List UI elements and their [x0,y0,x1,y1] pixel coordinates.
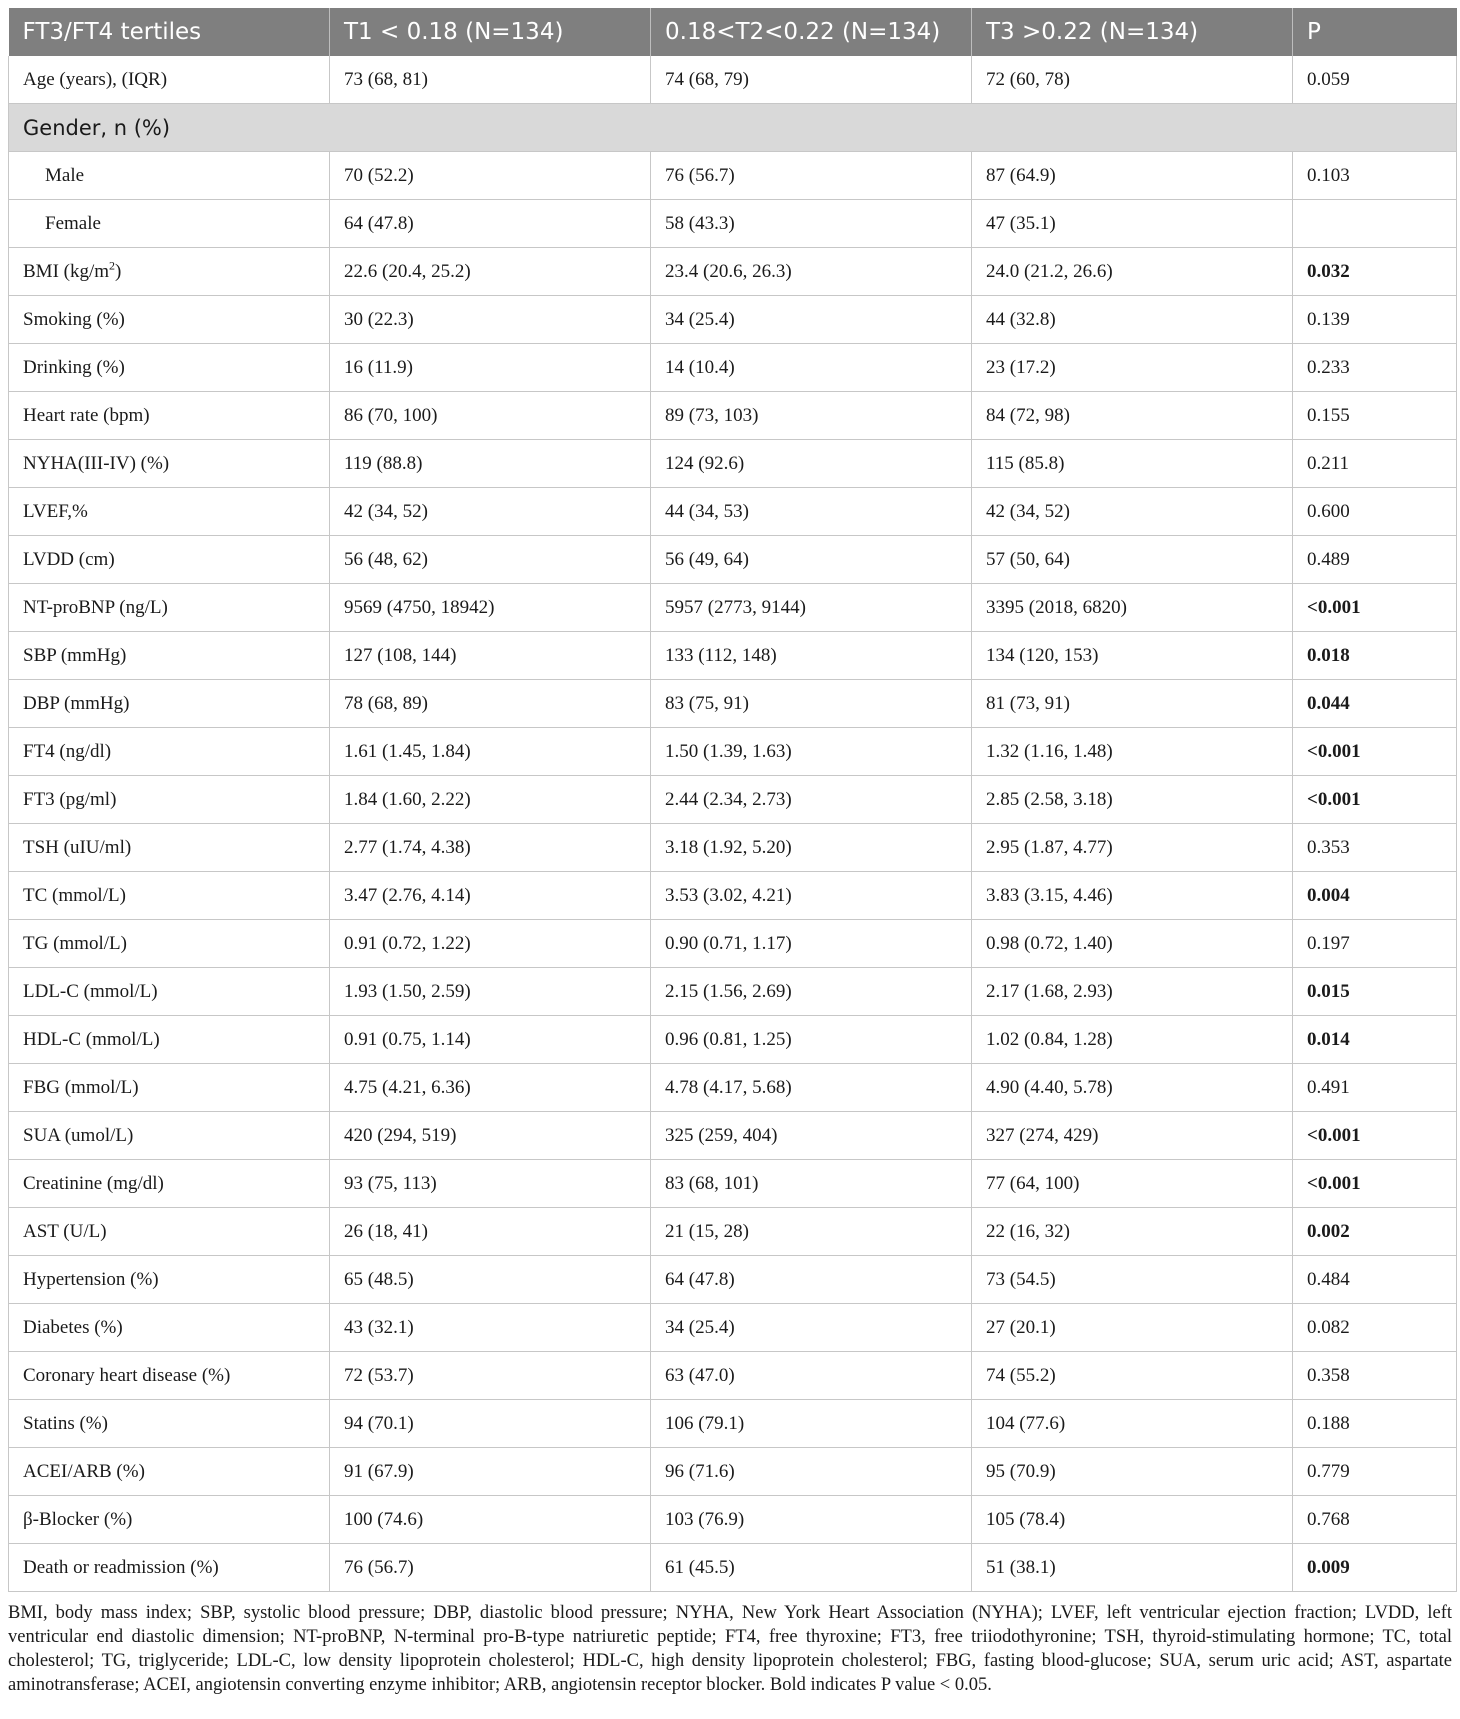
cell-t3: 115 (85.8) [972,440,1293,488]
cell-p: 0.188 [1293,1400,1457,1448]
cell-t1: 420 (294, 519) [330,1112,651,1160]
table-row [9,56,1457,104]
cell-p: 0.015 [1293,968,1457,1016]
table-row [9,1208,1457,1256]
cell-t2: 21 (15, 28) [651,1208,972,1256]
cell-t3: 72 (60, 78) [972,56,1293,104]
table-row [9,1256,1457,1304]
cell-p: 0.002 [1293,1208,1457,1256]
cell-t3: 47 (35.1) [972,200,1293,248]
table-row [9,1016,1457,1064]
cell-t2: 325 (259, 404) [651,1112,972,1160]
cell-t1: 56 (48, 62) [330,536,651,584]
cell-t1: 127 (108, 144) [330,632,651,680]
header-t3: T3 >0.22 (N=134) [972,8,1293,56]
cell-t2: 83 (75, 91) [651,680,972,728]
cell-t1: 72 (53.7) [330,1352,651,1400]
cell-t3: 95 (70.9) [972,1448,1293,1496]
cell-t1: 0.91 (0.72, 1.22) [330,920,651,968]
cell-t2: 56 (49, 64) [651,536,972,584]
table-row [9,1352,1457,1400]
cell-t3: 2.85 (2.58, 3.18) [972,776,1293,824]
cell-t1: 64 (47.8) [330,200,651,248]
row-label: Male [9,152,330,200]
cell-p: <0.001 [1293,584,1457,632]
cell-t3: 2.17 (1.68, 2.93) [972,968,1293,1016]
table-container [8,8,1456,1697]
cell-t3: 81 (73, 91) [972,680,1293,728]
table-row [9,920,1457,968]
row-label: Statins (%) [9,1400,330,1448]
cell-t3: 22 (16, 32) [972,1208,1293,1256]
cell-t1: 86 (70, 100) [330,392,651,440]
section-label: Gender, n (%) [9,104,1457,152]
table-row [9,728,1457,776]
cell-t2: 83 (68, 101) [651,1160,972,1208]
row-label: TSH (uIU/ml) [9,824,330,872]
row-label: DBP (mmHg) [9,680,330,728]
cell-t3: 1.02 (0.84, 1.28) [972,1016,1293,1064]
cell-t1: 43 (32.1) [330,1304,651,1352]
table-row [9,824,1457,872]
row-label-text: BMI (kg/m [23,260,110,282]
table-row [9,1160,1457,1208]
row-label: Heart rate (bpm) [9,392,330,440]
cell-p: 0.353 [1293,824,1457,872]
cell-t1: 0.91 (0.75, 1.14) [330,1016,651,1064]
row-label [9,248,330,296]
cell-t2: 64 (47.8) [651,1256,972,1304]
table-row [9,296,1457,344]
cell-t2: 89 (73, 103) [651,392,972,440]
cell-t2: 0.90 (0.71, 1.17) [651,920,972,968]
cell-t1: 78 (68, 89) [330,680,651,728]
row-label: Drinking (%) [9,344,330,392]
row-label: AST (U/L) [9,1208,330,1256]
cell-p: 0.059 [1293,56,1457,104]
row-label: LVDD (cm) [9,536,330,584]
cell-t2: 74 (68, 79) [651,56,972,104]
cell-t3: 4.90 (4.40, 5.78) [972,1064,1293,1112]
table-row [9,392,1457,440]
cell-t3: 87 (64.9) [972,152,1293,200]
cell-t2: 61 (45.5) [651,1544,972,1592]
row-label: FT4 (ng/dl) [9,728,330,776]
cell-t3: 3395 (2018, 6820) [972,584,1293,632]
cell-t2: 34 (25.4) [651,296,972,344]
row-label: Hypertension (%) [9,1256,330,1304]
cell-t1: 30 (22.3) [330,296,651,344]
cell-p: 0.779 [1293,1448,1457,1496]
cell-p: 0.768 [1293,1496,1457,1544]
row-label-superscript: 2 [109,258,116,273]
cell-t1: 65 (48.5) [330,1256,651,1304]
table-row [9,1112,1457,1160]
cell-t1: 100 (74.6) [330,1496,651,1544]
cell-p: 0.018 [1293,632,1457,680]
cell-t2: 106 (79.1) [651,1400,972,1448]
cell-t1: 73 (68, 81) [330,56,651,104]
cell-t1: 26 (18, 41) [330,1208,651,1256]
cell-t2: 34 (25.4) [651,1304,972,1352]
cell-t1: 3.47 (2.76, 4.14) [330,872,651,920]
row-label: LDL-C (mmol/L) [9,968,330,1016]
cell-t3: 104 (77.6) [972,1400,1293,1448]
row-label: TC (mmol/L) [9,872,330,920]
cell-t2: 44 (34, 53) [651,488,972,536]
cell-t2: 2.44 (2.34, 2.73) [651,776,972,824]
row-label: NT-proBNP (ng/L) [9,584,330,632]
cell-p: 0.009 [1293,1544,1457,1592]
cell-t2: 0.96 (0.81, 1.25) [651,1016,972,1064]
cell-t3: 27 (20.1) [972,1304,1293,1352]
table-row [9,1400,1457,1448]
cell-p: 0.082 [1293,1304,1457,1352]
cell-t2: 23.4 (20.6, 26.3) [651,248,972,296]
cell-t2: 1.50 (1.39, 1.63) [651,728,972,776]
cell-t3: 1.32 (1.16, 1.48) [972,728,1293,776]
table-row [9,536,1457,584]
cell-p: 0.484 [1293,1256,1457,1304]
cell-t3: 3.83 (3.15, 4.46) [972,872,1293,920]
cell-t1: 9569 (4750, 18942) [330,584,651,632]
cell-p: 0.197 [1293,920,1457,968]
header-t1: T1 < 0.18 (N=134) [330,8,651,56]
table-row [9,1496,1457,1544]
cell-p: 0.139 [1293,296,1457,344]
row-label-suffix: ) [115,260,122,282]
cell-t2: 2.15 (1.56, 2.69) [651,968,972,1016]
row-label: Female [9,200,330,248]
cell-t3: 42 (34, 52) [972,488,1293,536]
cell-t1: 1.61 (1.45, 1.84) [330,728,651,776]
row-label: SUA (umol/L) [9,1112,330,1160]
cell-p: 0.600 [1293,488,1457,536]
table-header-row [9,8,1457,56]
cell-p: 0.004 [1293,872,1457,920]
cell-t3: 134 (120, 153) [972,632,1293,680]
cell-t1: 16 (11.9) [330,344,651,392]
cell-t1: 1.93 (1.50, 2.59) [330,968,651,1016]
row-label: NYHA(III-IV) (%) [9,440,330,488]
table-row [9,1544,1457,1592]
cell-t3: 2.95 (1.87, 4.77) [972,824,1293,872]
cell-t1: 94 (70.1) [330,1400,651,1448]
header-t2: 0.18<T2<0.22 (N=134) [651,8,972,56]
table-row [9,344,1457,392]
table-row [9,1064,1457,1112]
cell-p: 0.032 [1293,248,1457,296]
cell-t1: 93 (75, 113) [330,1160,651,1208]
section-row [9,104,1457,152]
table-row [9,1304,1457,1352]
table-row [9,632,1457,680]
cell-p: 0.103 [1293,152,1457,200]
header-p: P [1293,8,1457,56]
table-row [9,872,1457,920]
cell-t2: 14 (10.4) [651,344,972,392]
row-label: β-Blocker (%) [9,1496,330,1544]
row-label: FBG (mmol/L) [9,1064,330,1112]
row-label: Diabetes (%) [9,1304,330,1352]
row-label: SBP (mmHg) [9,632,330,680]
cell-p: 0.358 [1293,1352,1457,1400]
cell-p: <0.001 [1293,728,1457,776]
table-row [9,200,1457,248]
row-label: TG (mmol/L) [9,920,330,968]
row-label: FT3 (pg/ml) [9,776,330,824]
cell-t3: 0.98 (0.72, 1.40) [972,920,1293,968]
cell-p: 0.489 [1293,536,1457,584]
row-label: Smoking (%) [9,296,330,344]
row-label: HDL-C (mmol/L) [9,1016,330,1064]
cell-t1: 70 (52.2) [330,152,651,200]
cell-p [1293,200,1457,248]
cell-t1: 119 (88.8) [330,440,651,488]
row-label: LVEF,% [9,488,330,536]
cell-p: 0.155 [1293,392,1457,440]
row-label: Creatinine (mg/dl) [9,1160,330,1208]
cell-t3: 44 (32.8) [972,296,1293,344]
table-row [9,968,1457,1016]
row-label: Coronary heart disease (%) [9,1352,330,1400]
cell-t2: 124 (92.6) [651,440,972,488]
cell-t2: 3.53 (3.02, 4.21) [651,872,972,920]
cell-t1: 42 (34, 52) [330,488,651,536]
cell-t2: 3.18 (1.92, 5.20) [651,824,972,872]
table-row [9,776,1457,824]
table-footnote: BMI, body mass index; SBP, systolic blood pressure; DBP, diastolic blood pressure; NYHA, New York Heart Association (NYHA); LVEF, left ventricular ejection fraction; LVDD, left ventricular end diastolic dimension; NT-proBNP, N-terminal pro-B-type natriuretic peptide; FT4, free thyroxine; FT3, free triiodothyronine; TSH, thyroid-stimulating hormone; TC, total cholesterol; TG, triglyceride; LDL-C, low density lipoprotein cholesterol; HDL-C, high density lipoprotein cholesterol; FBG, fasting blood-glucose; SUA, serum uric acid; AST, aspartate aminotransferase; ACEI, angiotensin converting enzyme inhibitor; ARB, angiotensin receptor blocker. Bold indicates P value < 0.05. [8,1603,1452,1695]
cell-t3: 74 (55.2) [972,1352,1293,1400]
cell-p: 0.044 [1293,680,1457,728]
cell-t3: 84 (72, 98) [972,392,1293,440]
table-row [9,152,1457,200]
cell-t2: 5957 (2773, 9144) [651,584,972,632]
cell-t2: 96 (71.6) [651,1448,972,1496]
table-body [9,56,1457,1592]
cell-t3: 23 (17.2) [972,344,1293,392]
table-row [9,680,1457,728]
cell-t3: 105 (78.4) [972,1496,1293,1544]
cell-t3: 51 (38.1) [972,1544,1293,1592]
cell-t1: 91 (67.9) [330,1448,651,1496]
cell-p: <0.001 [1293,1160,1457,1208]
table-row [9,440,1457,488]
table-row [9,1448,1457,1496]
cell-t3: 327 (274, 429) [972,1112,1293,1160]
cell-t2: 103 (76.9) [651,1496,972,1544]
table-row [9,248,1457,296]
cell-t2: 4.78 (4.17, 5.68) [651,1064,972,1112]
cell-p: 0.014 [1293,1016,1457,1064]
row-label: ACEI/ARB (%) [9,1448,330,1496]
cell-t2: 63 (47.0) [651,1352,972,1400]
cell-t3: 77 (64, 100) [972,1160,1293,1208]
cell-t3: 73 (54.5) [972,1256,1293,1304]
cell-p: <0.001 [1293,776,1457,824]
cell-p: 0.491 [1293,1064,1457,1112]
cell-t1: 76 (56.7) [330,1544,651,1592]
cell-t1: 4.75 (4.21, 6.36) [330,1064,651,1112]
cell-t2: 133 (112, 148) [651,632,972,680]
table-row [9,488,1457,536]
cell-p: 0.233 [1293,344,1457,392]
header-variable: FT3/FT4 tertiles [9,8,330,56]
cell-t2: 58 (43.3) [651,200,972,248]
cell-p: <0.001 [1293,1112,1457,1160]
cell-t1: 1.84 (1.60, 2.22) [330,776,651,824]
cell-p: 0.211 [1293,440,1457,488]
row-label: Death or readmission (%) [9,1544,330,1592]
cell-t2: 76 (56.7) [651,152,972,200]
baseline-characteristics-table [8,8,1457,1592]
row-label: Age (years), (IQR) [9,56,330,104]
cell-t3: 57 (50, 64) [972,536,1293,584]
table-row [9,584,1457,632]
cell-t1: 22.6 (20.4, 25.2) [330,248,651,296]
cell-t3: 24.0 (21.2, 26.6) [972,248,1293,296]
cell-t1: 2.77 (1.74, 4.38) [330,824,651,872]
